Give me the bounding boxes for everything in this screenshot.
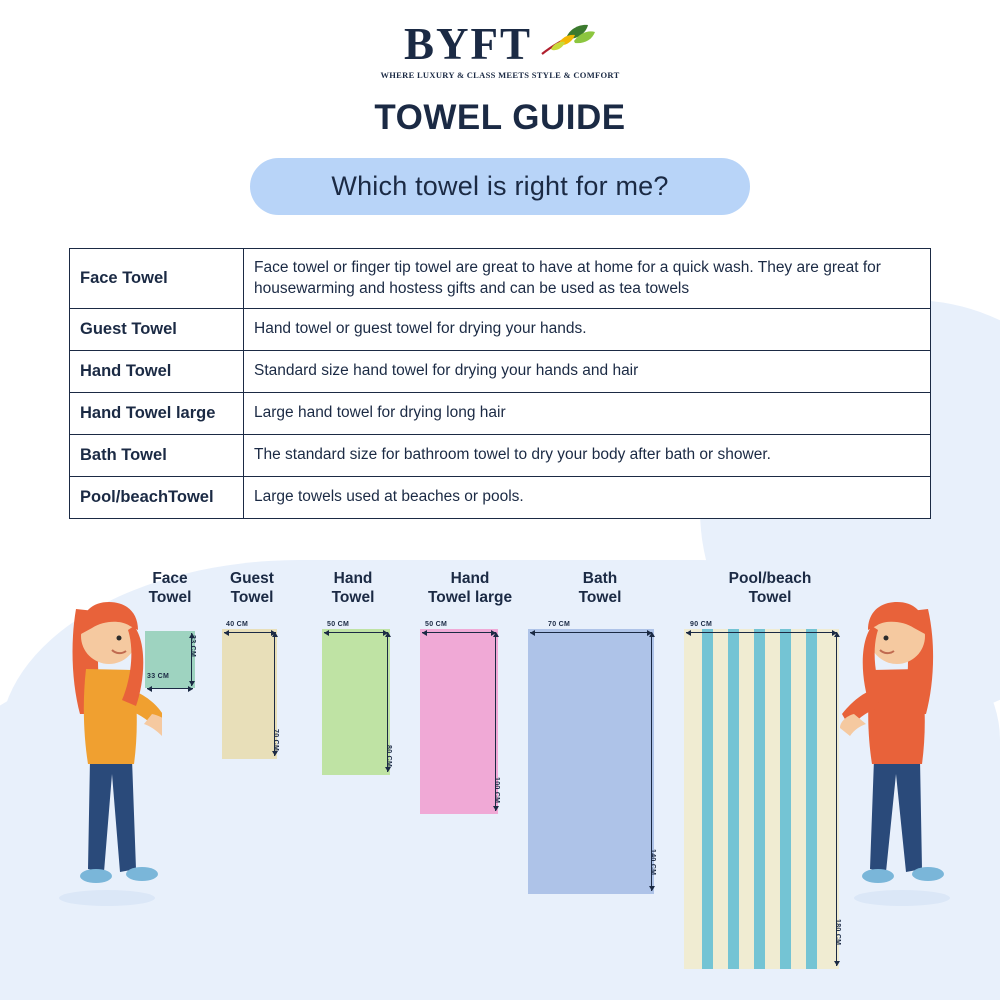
towel-type-table [69, 248, 931, 519]
towel-swatch-hand-large [420, 629, 498, 814]
table-cell-name: Hand Towel large [70, 393, 244, 434]
towel-swatch-pool-beach [684, 629, 839, 969]
woman-left-illustration [52, 564, 162, 909]
page-title: TOWEL GUIDE [374, 98, 626, 137]
towel-stripe [754, 629, 765, 969]
question-banner [250, 158, 750, 215]
towel-swatch-guest [222, 629, 277, 759]
dimension-arrow-width-pool-beach [686, 632, 837, 633]
brand-header [0, 0, 1000, 80]
dimension-label-width-guest: 40 CM [226, 621, 249, 628]
table-cell-name: Bath Towel [70, 435, 244, 476]
table-cell-description: Large hand towel for drying long hair [254, 404, 506, 422]
table-cell-description: Hand towel or guest towel for drying your hands. [254, 320, 587, 338]
chart-label-line1: Hand [450, 570, 490, 587]
chart-label-line2: Towel [230, 589, 274, 607]
table-cell-name: Guest Towel [70, 309, 244, 350]
dimension-arrow-width-bath [530, 632, 652, 633]
dimension-arrow-width-guest [224, 632, 276, 633]
chart-label-line1: Pool/beach [728, 570, 812, 587]
chart-label-line2: Towel large [427, 589, 513, 607]
dimension-label-width-face: 33 CM [147, 673, 170, 680]
leaf-icon [538, 24, 596, 63]
dimension-label-width-bath: 70 CM [548, 621, 571, 628]
towel-swatch-bath [528, 629, 654, 894]
table-cell-description: Large towels used at beaches or pools. [254, 488, 524, 506]
chart-label-pool-beach-towel [700, 569, 840, 608]
table-cell-description: The standard size for bathroom towel to dry your body after bath or shower. [254, 446, 771, 464]
table-cell-description: Face towel or finger tip towel are great to have at home for a quick wash. They are great for housewarming and hostess gifts and can be used as tea towels [254, 258, 881, 297]
table-row [70, 435, 930, 477]
chart-label-hand-towel-large [405, 569, 535, 608]
dimension-label-height-face: 33 CM [189, 635, 196, 658]
table-row [70, 309, 930, 351]
woman-right-illustration [840, 564, 960, 909]
chart-label-line1: Face [152, 570, 188, 587]
dimension-label-height-pool-beach: 180 CM [834, 919, 841, 946]
chart-label-guest-towel [212, 569, 292, 608]
table-row [70, 477, 930, 518]
chart-label-line1: Guest [230, 570, 274, 587]
towel-stripe [702, 629, 713, 969]
chart-label-line2: Towel [748, 589, 792, 607]
towel-stripe [806, 629, 817, 969]
table-cell-name: Pool/beachTowel [70, 477, 244, 518]
dimension-label-height-hand: 80 CM [385, 745, 392, 768]
dimension-arrow-width-hand-large [422, 632, 496, 633]
dimension-label-width-hand: 50 CM [327, 621, 350, 628]
table-row [70, 249, 930, 309]
chart-label-line1: Hand [333, 570, 373, 587]
towel-stripe [780, 629, 791, 969]
dimension-label-height-guest: 70 CM [272, 729, 279, 752]
dimension-arrow-width-hand [324, 632, 388, 633]
table-row [70, 393, 930, 435]
brand-tagline: WHERE LUXURY & CLASS MEETS STYLE & COMFORT [380, 70, 620, 80]
chart-label-line1: Bath [582, 570, 618, 587]
chart-label-hand-towel [313, 569, 393, 608]
towel-swatch-hand [322, 629, 390, 775]
question-text: Which towel is right for me? [331, 171, 669, 201]
dimension-label-height-hand-large: 100 CM [493, 777, 500, 804]
table-cell-name: Hand Towel [70, 351, 244, 392]
towel-stripe [728, 629, 739, 969]
chart-label-line2: Towel [578, 589, 622, 607]
table-cell-name: Face Towel [70, 249, 244, 308]
table-cell-description: Standard size hand towel for drying your hands and hair [254, 362, 639, 380]
chart-label-bath-towel [560, 569, 640, 608]
dimension-label-width-hand-large: 50 CM [425, 621, 448, 628]
table-row [70, 351, 930, 393]
chart-label-line2: Towel [331, 589, 375, 607]
brand-logo [403, 19, 596, 69]
towel-size-chart [0, 549, 1000, 969]
dimension-arrow-height-pool-beach [836, 632, 837, 966]
dimension-label-width-pool-beach: 90 CM [690, 621, 713, 628]
brand-name: BYFT [403, 19, 532, 69]
chart-label-line2: Towel [148, 589, 192, 607]
dimension-label-height-bath: 140 CM [649, 849, 656, 876]
